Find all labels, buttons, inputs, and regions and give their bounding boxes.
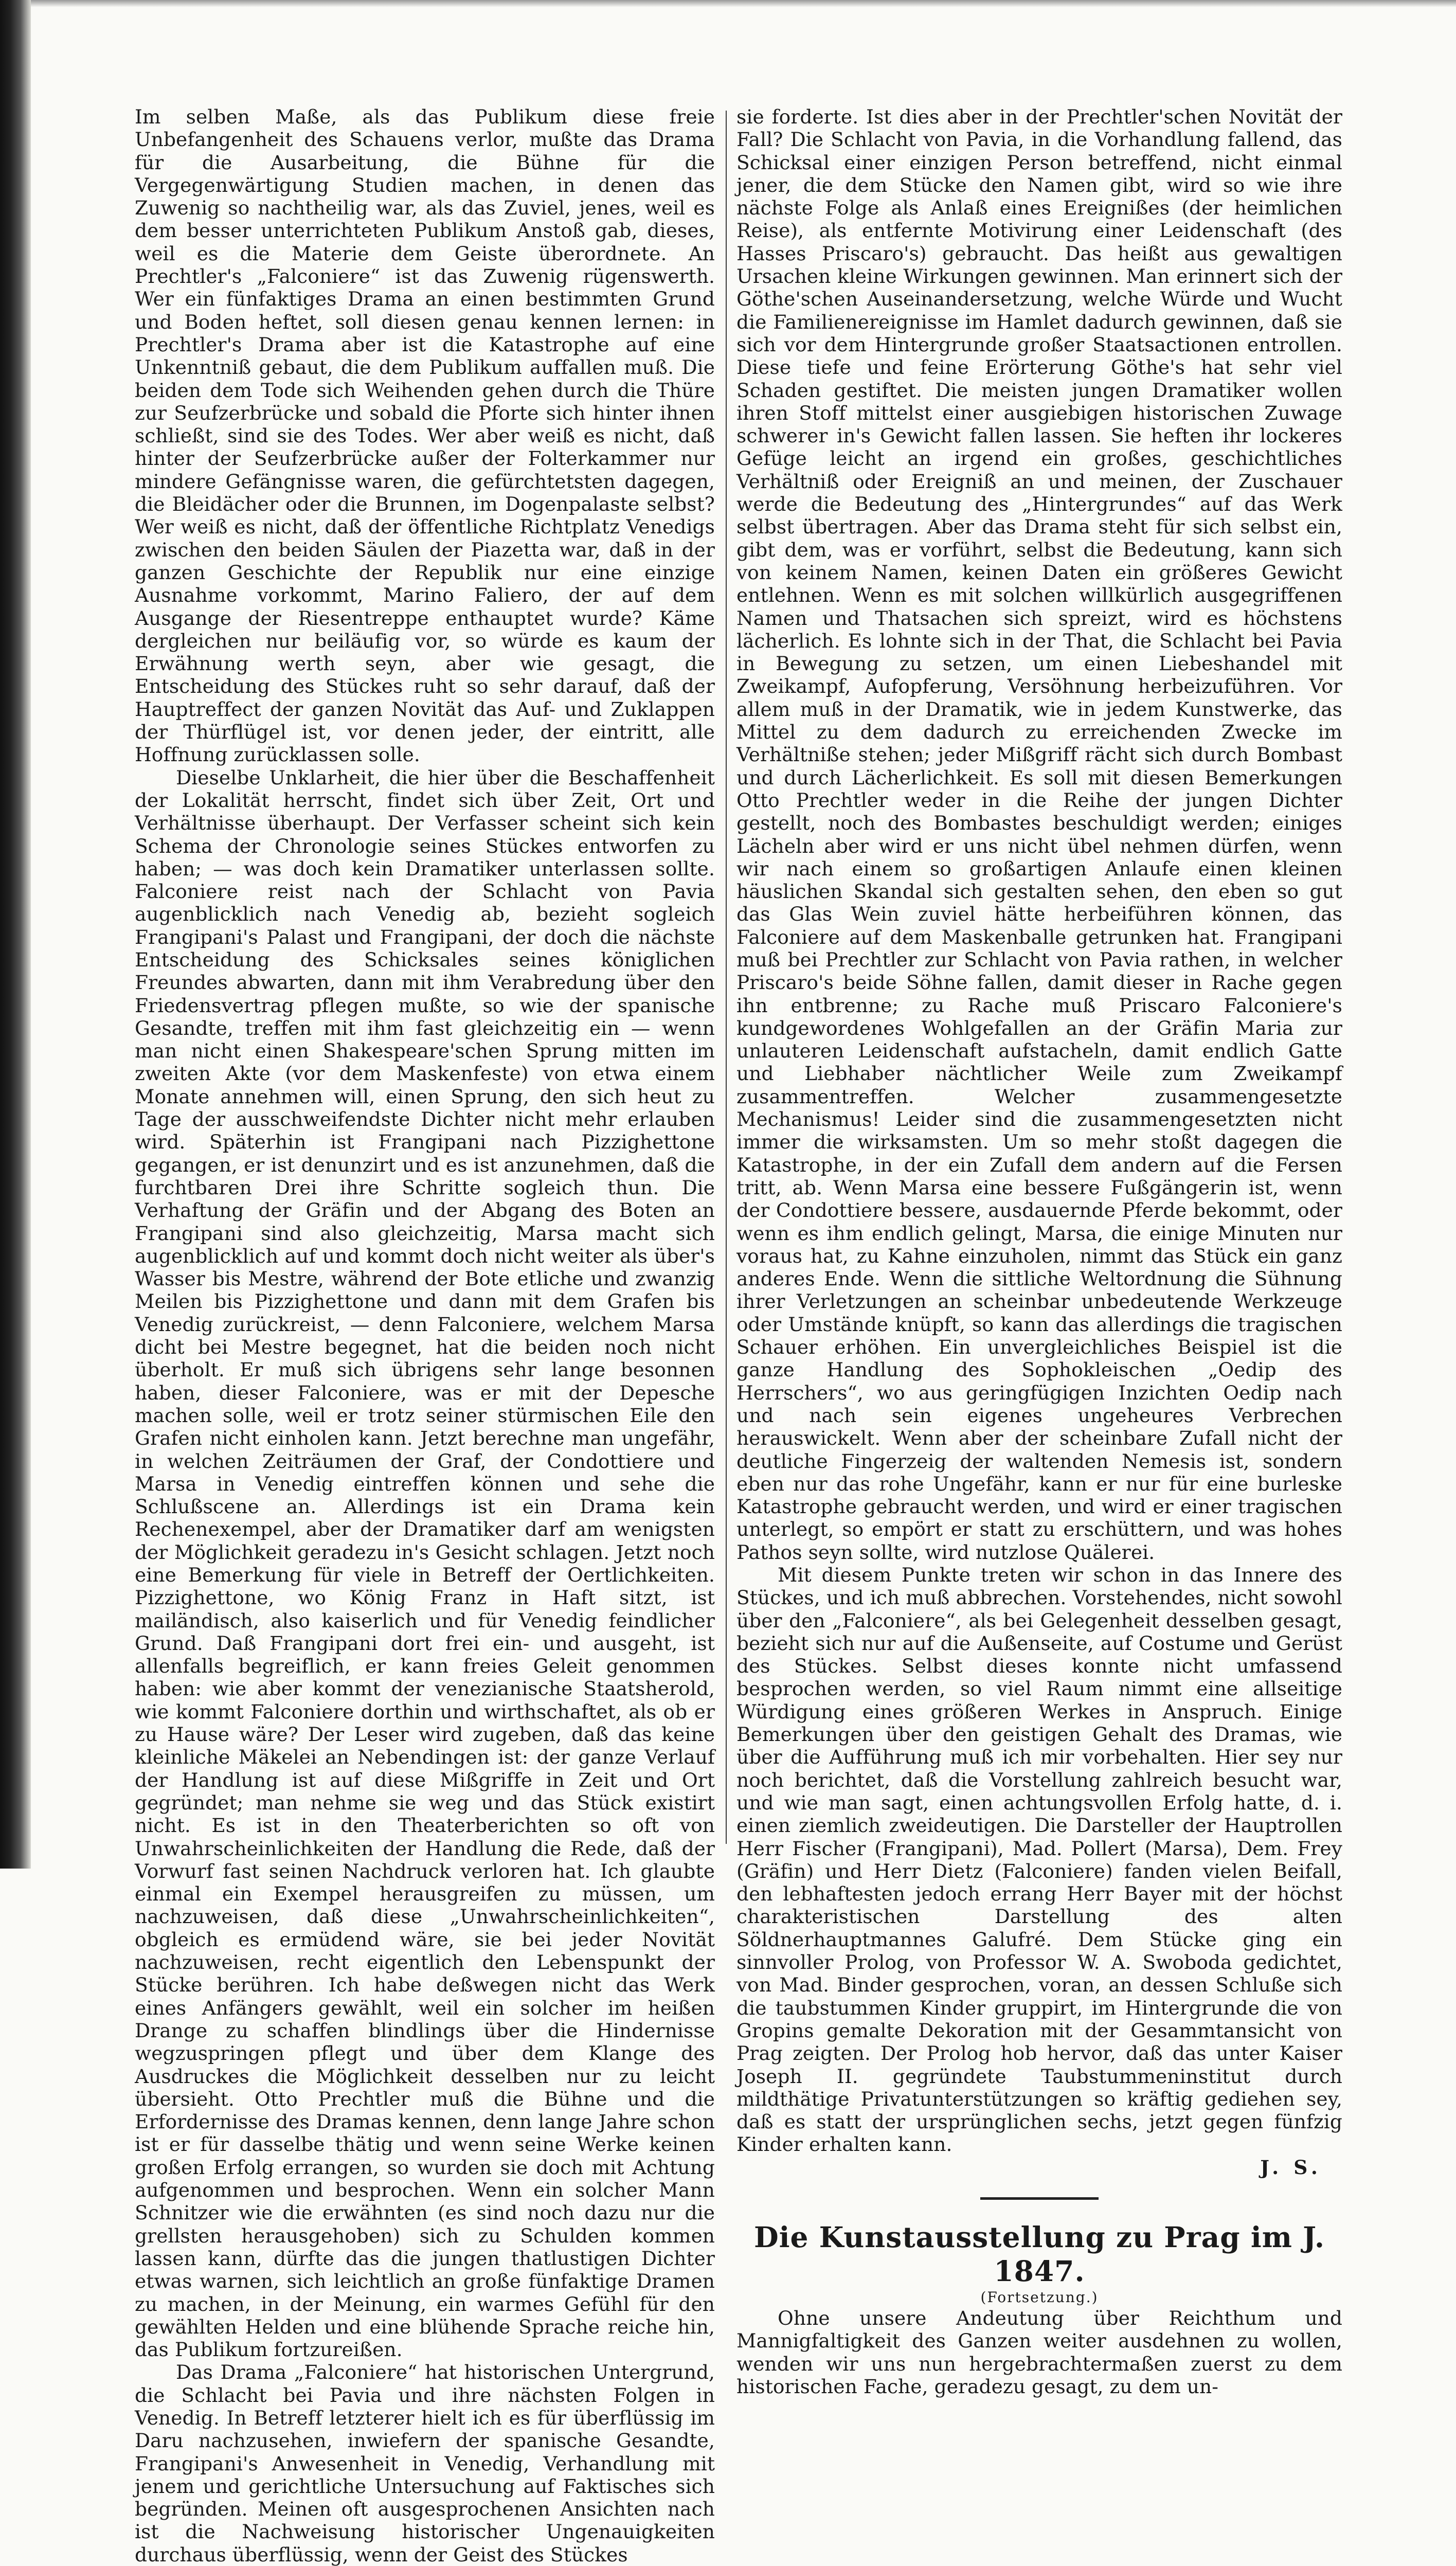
author-signature: J. S. xyxy=(1260,2156,1322,2179)
paragraph: Mit diesem Punkte treten wir schon in das Innere des Stückes, und ich muß abbrechen. Vorstehendes, nicht sowohl über den „Falconiere“, als bei Gelegenheit desselben gesagt, bezieht sich nur auf die Außenseite, auf Costume und Gerüst des Stückes. Selbst dieses konnte nicht umfassend besprochen werden, so viel Raum nimmt eine allseitige Würdigung eines größeren Werkes in Anspruch. Einige Bemerkungen über den geistigen Gehalt des Dramas, wie über die Aufführung muß ich mir vorbehalten. Hier sey nur noch berichtet, daß die Vorstellung zahlreich besucht war, und wie man sagt, einen achtungsvollen Erfolg hatte, d. i. einen ziemlich zweideutigen. Die Darsteller der Hauptrollen Herr Fischer (Frangipani), Mad. Pollert (Marsa), Dem. Frey (Gräfin) und Herr Dietz (Falconiere) fanden vielen Beifall, den lebhaftesten jedoch errang Herr Bayer mit der höchst charakteristischen Darstellung des alten Söldnerhauptmannes Galufré. Dem Stücke ging ein sinnvoller Prolog, von Professor W. A. Swoboda gedichtet, von Mad. Binder gesprochen, voran, an dessen Schluße sich die taubstummen Kinder gruppirt, im Hintergrunde die von Gropins gemalte Dekoration mit der Gesammtansicht von Prag zeigten. Der Prolog hob hervor, daß das unter Kaiser Joseph II. gegründete Taubstummeninstitut durch mildthätige Privatunterstützungen so kräftig gediehen sey, daß es statt der ursprünglichen sechs, jetzt gegen fünfzig Kinder erhalten kann. xyxy=(736,1564,1342,2156)
continued-note: (Fortsetzung.) xyxy=(980,2289,1099,2306)
article-title: Die Kunstausstellung zu Prag im J. 1847. xyxy=(753,2220,1325,2288)
section-rule xyxy=(980,2197,1099,2200)
left-column xyxy=(135,105,715,2566)
column-divider xyxy=(726,111,727,1844)
paragraph: Dieselbe Unklarheit, die hier über die Beschaffenheit der Lokalität herrscht, findet sich über Zeit, Ort und Verhältnisse überhaupt. Der Verfasser scheint sich kein Schema der Chronologie seines Stückes entworfen zu haben; — was doch kein Dramatiker unterlassen sollte. Falconiere reist nach der Schlacht von Pavia augenblicklich nach Venedig ab, bezieht sogleich Frangipani's Palast und Frangipani, der doch die nächste Entscheidung des Schicksales seines königlichen Freundes abwarten, dann mit ihm Verabredung über den Friedensvertrag pflegen mußte, so wie der spanische Gesandte, treffen mit ihm fast gleichzeitig ein — wenn man nicht einen Shakespeare'schen Sprung mitten im zweiten Akte (vor dem Maskenfeste) von etwa einem Monate annehmen will, einen Sprung, den sich heut zu Tage der ausschweifendste Dichter nicht mehr erlauben wird. Späterhin ist Frangipani nach Pizzighettone gegangen, er ist denunzirt und es ist anzunehmen, daß die furchtbaren Drei ihre Schritte sogleich thun. Die Verhaftung der Gräfin und der Abgang des Boten an Frangipani sind also gleichzeitig, Marsa macht sich augenblicklich auf und kommt doch nicht weiter als über's Wasser bis Mestre, während der Bote etliche und zwanzig Meilen bis Pizzighettone und dann mit dem Grafen bis Venedig zurückreist, — denn Falconiere, welchem Marsa dicht bei Mestre begegnet, hat die beiden noch nicht überholt. Er muß sich übrigens sehr lange besonnen haben, dieser Falconiere, was er mit der Depesche machen solle, weil er trotz seiner stürmischen Eile den Grafen nicht einholen kann. Jetzt berechne man ungefähr, in welchen Zeiträumen der Graf, der Condottiere und Marsa in Venedig eintreffen können und sehe die Schlußscene an. Allerdings ist ein Drama kein Rechenexempel, aber der Dramatiker darf am wenigsten der Möglichkeit geradezu in's Gesicht schlagen. Jetzt noch eine Bemerkung für viele in Betreff der Oertlichkeiten. Pizzighettone, wo König Franz in Haft sitzt, ist mailändisch, also kaiserlich und für Venedig feindlicher Grund. Daß Frangipani dort frei ein- und ausgeht, ist allenfalls begreiflich, er kann freies Geleit genommen haben: wie aber kommt der venezianische Staatsherold, wie kommt Falconiere dorthin und wirthschaftet, als ob er zu Hause wäre? Der Leser wird zugeben, daß das keine kleinliche Mäkelei an Nebendingen ist: der ganze Verlauf der Handlung ist auf diese Mißgriffe in Zeit und Ort gegründet; man nehme sie weg und das Stück existirt nicht. Es ist in den Theaterberichten so oft von Unwahrscheinlichkeiten der Handlung die Rede, daß der Vorwurf fast seinen Nachdruck verloren hat. Ich glaubte einmal ein Exempel herausgreifen zu müssen, um nachzuweisen, daß diese „Unwahrscheinlichkeiten“, obgleich es ermüdend wäre, sie bei jeder Novität nachzuweisen, recht eigentlich den Lebenspunkt der Stücke berühren. Ich habe deßwegen nicht das Werk eines Anfängers gewählt, weil ein solcher im heißen Drange zu schaffen blindlings über die Hindernisse wegzuspringen pflegt und über dem Klange des Ausdruckes die Möglichkeit desselben nur zu leicht übersieht. Otto Prechtler muß die Bühne und die Erfordernisse des Dramas kennen, denn lange Jahre schon ist er für dasselbe thätig und wenn seine Werke keinen großen Erfolg errangen, so wurden sie doch mit Achtung aufgenommen und besprochen. Wenn ein solcher Mann Schnitzer wie die erwähnten (es sind noch dazu nur die grellsten herausgehoben) sich zu Schulden kommen lassen kann, dürfte das die jungen thatlustigen Dichter etwas warnen, sich leichtlich an große fünfaktige Dramen zu machen, in der Meinung, ein warmes Gefühl für den gewählten Helden und eine blühende Sprache reiche hin, das Publikum fortzureißen. xyxy=(135,766,715,2361)
paragraph: Das Drama „Falconiere“ hat historischen Untergrund, die Schlacht bei Pavia und ihre nächsten Folgen in Venedig. In Betreff letzterer hielt ich es für überflüssig im Daru nachzusehen, inwiefern der spanische Gesandte, Frangipani's Anwesenheit in Venedig, Verhandlung mit jenem und gerichtliche Untersuchung auf Faktisches sich begründen. Meinen oft ausgesprochenen Ansichten nach ist die Nachweisung historischer Ungenauigkeiten durchaus überflüssig, wenn der Geist des Stückes xyxy=(135,2361,715,2566)
paragraph: Ohne unsere Andeutung über Reichthum und Mannigfaltigkeit des Ganzen weiter ausdehnen zu wollen, wenden wir uns nun hergebrachtermaßen zuerst zu dem historischen Fache, geradezu gesagt, zu dem un- xyxy=(736,2307,1342,2398)
scan-top-edge xyxy=(31,0,1456,7)
right-column xyxy=(736,105,1342,2398)
paragraph: sie forderte. Ist dies aber in der Prechtler'schen Novität der Fall? Die Schlacht von Pavia, in die Vorhandlung fallend, das Schicksal einer einzigen Person betreffend, nicht einmal jener, die dem Stücke den Namen gibt, wird so wie ihre nächste Folge als Anlaß eines Ereignißes (der heimlichen Reise), als entfernte Motivirung einer Leidenschaft (des Hasses Priscaro's) gebraucht. Das heißt aus gewaltigen Ursachen kleine Wirkungen gewinnen. Man erinnert sich der Göthe'schen Auseinandersetzung, welche Würde und Wucht die Familienereignisse im Hamlet dadurch gewinnen, daß sie sich vor dem Hintergrunde großer Staatsactionen entrollen. Diese tiefe und feine Erörterung Göthe's hat sehr viel Schaden gestiftet. Die meisten jungen Dramatiker wollen ihren Stoff mittelst einer ausgiebigen historischen Zuwage schwerer in's Gewicht fallen lassen. Sie heften ihr lockeres Gefüge leicht an irgend ein großes, geschichtliches Verhältniß oder Ereigniß an und meinen, der Zuschauer werde die Bedeutung des „Hintergrundes“ auf das Werk selbst übertragen. Aber das Drama steht für sich selbst ein, gibt dem, was er vorführt, selbst die Bedeutung, kann sich von keinem Namen, keinen Daten ein größeres Gewicht entlehnen. Wenn es mit solchen willkürlich ausgegriffenen Namen und Thatsachen sich spreizt, wird es höchstens lächerlich. Es lohnte sich in der That, die Schlacht bei Pavia in Bewegung zu setzen, um einen Liebeshandel mit Zweikampf, Aufopferung, Versöhnung herbeizuführen. Vor allem muß in der Dramatik, wie in jedem Kunstwerke, das Mittel zu dem dadurch zu erreichenden Zwecke im Verhältniße stehen; jeder Mißgriff rächt sich durch Bombast und durch Lächerlichkeit. Es soll mit diesen Bemerkungen Otto Prechtler weder in die Reihe der jungen Dichter gestellt, noch des Bombastes beschuldigt werden; einiges Lächeln aber wird er uns nicht übel nehmen dürfen, wenn wir nach einem so großartigen Anlaufe einen kleinen häuslichen Skandal sich gestalten sehen, den eben so gut das Glas Wein zuviel hätte herbeiführen können, das Falconiere auf dem Maskenballe getrunken hat. Frangipani muß bei Prechtler zur Schlacht von Pavia rathen, in welcher Priscaro's beide Söhne fallen, damit dieser in Rache gegen ihn entbrenne; zu Rache muß Priscaro Falconiere's kundgewordenes Wohlgefallen an der Gräfin Maria zur unlauteren Leidenschaft aufstacheln, damit endlich Gatte und Liebhaber nächtlicher Weile zum Zweikampf zusammentreffen. Welcher zusammengesetzte Mechanismus! Leider sind die zusammengesetzten nicht immer die wirksamsten. Um so mehr stoßt dagegen die Katastrophe, in der ein Zufall dem andern auf die Fersen tritt, ab. Wenn Marsa eine bessere Fußgängerin ist, wenn der Condottiere bessere, ausdauernde Pferde bekommt, oder wenn es ihm endlich gelingt, Marsa, die einige Minuten nur voraus hat, zu Kahne einzuholen, nimmt das Stück ein ganz anderes Ende. Wenn die sittliche Weltordnung die Sühnung ihrer Verletzungen an scheinbar unbedeutende Werkzeuge oder Umstände knüpft, so kann das allerdings die tragischen Schauer erhöhen. Ein unvergleichliches Beispiel ist die ganze Handlung des Sophokleischen „Oedip des Herrschers“, wo aus geringfügigen Inzichten Oedip nach und nach sein eigenes ungeheures Verbrechen herauswickelt. Wenn aber der scheinbare Zufall nicht der deutliche Fingerzeig der waltenden Nemesis ist, sondern eben nur das rohe Ungefähr, kann er nur für eine burleske Katastrophe gebraucht werden, und wird er einer tragischen unterlegt, so empört er statt zu erschüttern, und was hohes Pathos seyn sollte, wird nutzlose Quälerei. xyxy=(736,105,1342,1564)
scan-binding-edge xyxy=(0,0,31,1869)
paragraph: Im selben Maße, als das Publikum diese freie Unbefangenheit des Schauens verlor, mußte das Drama für die Ausarbeitung, die Bühne für die Vergegenwärtigung Studien machen, in denen das Zuwenig so nachtheilig war, als das Zuviel, jenes, weil es dem besser unterrichteten Publikum Anstoß gab, dieses, weil es die Materie dem Geiste überordnete. An Prechtler's „Falconiere“ ist das Zuwenig rügenswerth. Wer ein fünfaktiges Drama an einen bestimmten Grund und Boden heftet, soll diesen genau kennen lernen: in Prechtler's Drama aber ist die Katastrophe auf eine Unkenntniß gebaut, die dem Publikum auffallen muß. Die beiden dem Tode sich Weihenden gehen durch die Thüre zur Seufzerbrücke und sobald die Pforte sich hinter ihnen schließt, sind sie des Todes. Wer aber weiß es nicht, daß hinter der Seufzerbrücke außer der Folterkammer nur mindere Gefängnisse waren, die gefürchtetsten dagegen, die Bleidächer oder die Brunnen, im Dogenpalaste selbst? Wer weiß es nicht, daß der öffentliche Richtplatz Venedigs zwischen den beiden Säulen der Piazetta war, daß in der ganzen Geschichte der Republik nur eine einzige Ausnahme vorkommt, Marino Faliero, der auf dem Ausgange der Riesentreppe enthauptet wurde? Käme dergleichen nur beiläufig vor, so würde es kaum der Erwähnung werth seyn, aber wie gesagt, die Entscheidung des Stückes ruht so sehr darauf, daß der Hauptreffect der ganzen Novität das Auf- und Zuklappen der Thürflügel ist, vor denen jeder, der eintritt, alle Hoffnung zurücklassen solle. xyxy=(135,105,715,766)
